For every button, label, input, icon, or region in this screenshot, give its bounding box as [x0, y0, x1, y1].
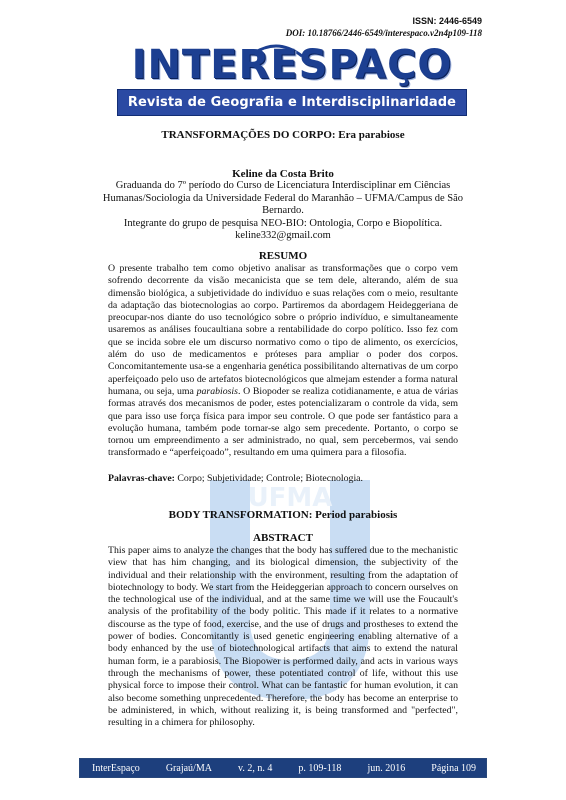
footer-place: Grajaú/MA — [165, 762, 212, 774]
affiliation-line: Graduanda do 7º período do Curso de Licenciatura Interdisciplinar em Ciências — [115, 180, 451, 191]
article-title: TRANSFORMAÇÕES DO CORPO: Era parabiose — [161, 129, 405, 141]
footer-page-number: Página 109 — [431, 762, 477, 774]
footer-volume: v. 2, n. 4 — [238, 762, 273, 774]
author-name: Keline da Costa Brito — [232, 168, 334, 180]
footer-date: jun. 2016 — [367, 762, 406, 774]
doi: DOI: 10.18766/2446-6549/interespaco.v2n4p109-118 — [285, 28, 482, 38]
author-affiliation — [100, 180, 466, 243]
english-title: BODY TRANSFORMATION: Period parabiosis — [168, 509, 398, 521]
resumo-heading: RESUMO — [258, 250, 308, 262]
resumo-italic-term: parabiosis — [196, 385, 238, 397]
author-email: keline332@gmail.com — [235, 230, 331, 241]
footer-pages: p. 109-118 — [298, 762, 342, 774]
keywords — [108, 473, 458, 484]
logo-text: INTERESPAÇO — [131, 42, 453, 88]
resumo-text-end: . O Biopoder se realiza cotidianamente, e atua de várias formas através dos mecanismos de poder, estes potencializaram o controle da vida, sem que para isso use força física para impor seu controle. O que pode ser fantástico para a evolução humana, também pode tornar-se algo sem precedente. Portanto, o corpo se tornou um empreendimento a ser administrado, no qual, sem percebermos, vai sendo transformado e “aperfeiçoado”, resultando em uma quimera para a filosofia. — [108, 385, 459, 459]
resumo-text: O presente trabalho tem como objetivo analisar as transformações que o corpo vem sofrendo decorrente da visão mecanicista que se tem dele, alterando, além de sua dimensão biológica, a subjetividade do indivíduo e suas relações com o meio, resultante da adaptação das biotecnologias ao corpo. Partiremos da abordagem Heideggeriana de preocupar-nos diante do uso tecnológico sobre o próprio indivíduo, e simultaneamente usaremos as análises foucaultiana sobre a rentabilidade do corpo político. Isso fez com que se incida sobre ele um discurso normativo como o tipo de alimento, os exercícios, além do uso de medicamentos e próteses para ampliar o poder dos corpos. Concomitantemente usa-se a engenharia genética possibilitando alternativas de um corpo aperfeiçoado pelo uso de artefatos biotecnológicos que almejam estender a forma natural humana, ou seja, uma — [108, 263, 458, 397]
resumo-body — [108, 263, 458, 460]
affiliation-line: Integrante do grupo de pesquisa NEO-BIO: Ontologia, Corpo e Biopolítica. — [123, 217, 443, 229]
page-footer — [79, 758, 487, 778]
keywords-list: Corpo; Subjetividade; Controle; Biotecnologia. — [174, 473, 363, 484]
footer-journal: InterEspaço — [92, 762, 140, 774]
abstract-body — [108, 545, 458, 729]
affiliation-line: Humanas/Sociologia da Universidade Federal do Maranhão – UFMA/Campus de São Bernardo. — [102, 192, 464, 216]
abstract-text: This paper aims to analyze the changes that the body has suffered due to the mechanistic view that has him changing, and its biological dimension, the subjectivity of the individual and their relationship with the environment, resulting from the adaptation of biotechnology to body. We start from the Heideggerian approach to concern ourselves on the technological use of the individual, and at the same time we will use the Foucault's analysis of the profitability of the body politic. This made if it relates to a normative discourse as the type of food, exercise, and the use of drugs and prostheses to extend the power of bodies. Concomitantly is used genetic engineering enabling alternative of a body enhanced by the use of biotechnological artifacts that aims to extend the natural human form, ie a parabiosis. The Biopower is performed daily, and acts in various ways through the mechanisms of power, these potentiated control of life, without this use physical force to impose their control. What can be fantastic for human evolution, it can also become something unprecedented. Therefore, the body has become an enterprise to be administered, in which, without realizing it, is being transformed and "perfected", resulting in a chimera for philosophy. — [108, 545, 458, 729]
journal-logo — [118, 40, 466, 90]
issn: ISSN: 2446-6549 — [412, 16, 482, 26]
keywords-label: Palavras-chave: — [108, 473, 175, 484]
watermark-text: UFMA — [247, 483, 333, 513]
abstract-heading: ABSTRACT — [253, 532, 313, 544]
journal-subtitle-banner: Revista de Geografia e Interdisciplinaridade — [117, 89, 467, 116]
